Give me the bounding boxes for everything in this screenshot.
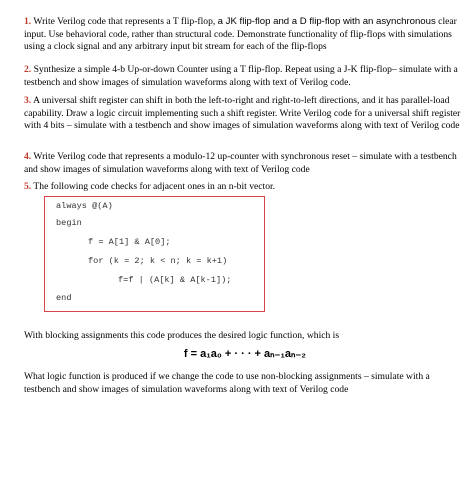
question-text: clear input. Use behavioral code, rather than structural code. Demonstrate functionality of flip-flops with simulations using a clock signal and any arbitrary input bit stream for each of the flip-flops [24, 16, 457, 53]
question-text: The following code checks for adjacent ones in an n-bit vector. [31, 181, 276, 192]
question-number: 2. [24, 64, 32, 75]
logic-formula: f = a₁a₀ + · · · + aₙ₋₁aₙ₋₂ [183, 348, 307, 360]
code-line: end [56, 293, 72, 303]
question-number: 4. [24, 151, 32, 162]
code-line: always @(A) [56, 201, 113, 211]
code-box [44, 196, 265, 312]
question-2 [24, 64, 464, 89]
question-text: Write Verilog code that represents a modulo-12 up-counter with synchronous reset – simulate with a testbench and show images of simulation waveforms along with text of Verilog code [24, 151, 457, 175]
question-1 [24, 16, 464, 54]
question-number: 3. [24, 95, 32, 106]
code-line: for (k = 2; k < n; k = k+1) [88, 256, 228, 266]
question-text: A universal shift register can shift in both the left-to-right and right-to-left directions, and it has parallel-load capability. Draw a logic circuit implementing such a shift register. Write Verilog code for a universal shift register with 4 bits – simulate with a testbench and show images of simulation waveforms along with text of Verilog code [24, 95, 461, 132]
question-text: a JK flip-flop and a D flip-flop with an asynchronous [217, 16, 436, 27]
question-number: 5. [24, 181, 32, 192]
question-4 [24, 151, 464, 176]
question-text: Write Verilog code that represents a T flip-flop, [31, 16, 218, 27]
paragraph-nonblocking: What logic function is produced if we change the code to use non-blocking assignments – simulate with a testbench and show images of simulation waveforms along with text of Verilog code [24, 371, 430, 395]
question-3 [24, 95, 464, 133]
code-line: f = A[1] & A[0]; [88, 237, 171, 247]
paragraph-blocking: With blocking assignments this code produces the desired logic function, which is [24, 330, 340, 341]
question-text: Synthesize a simple 4-b Up-or-down Counter using a T flip-flop. Repeat using a J-K flip-flop– simulate with a testbench and show images of simulation waveforms along with text of Verilog code. [24, 64, 458, 88]
question-number: 1. [24, 16, 32, 27]
code-line: begin [56, 218, 82, 228]
question-5 [24, 181, 464, 194]
code-line: f=f | (A[k] & A[k-1]); [118, 275, 232, 285]
